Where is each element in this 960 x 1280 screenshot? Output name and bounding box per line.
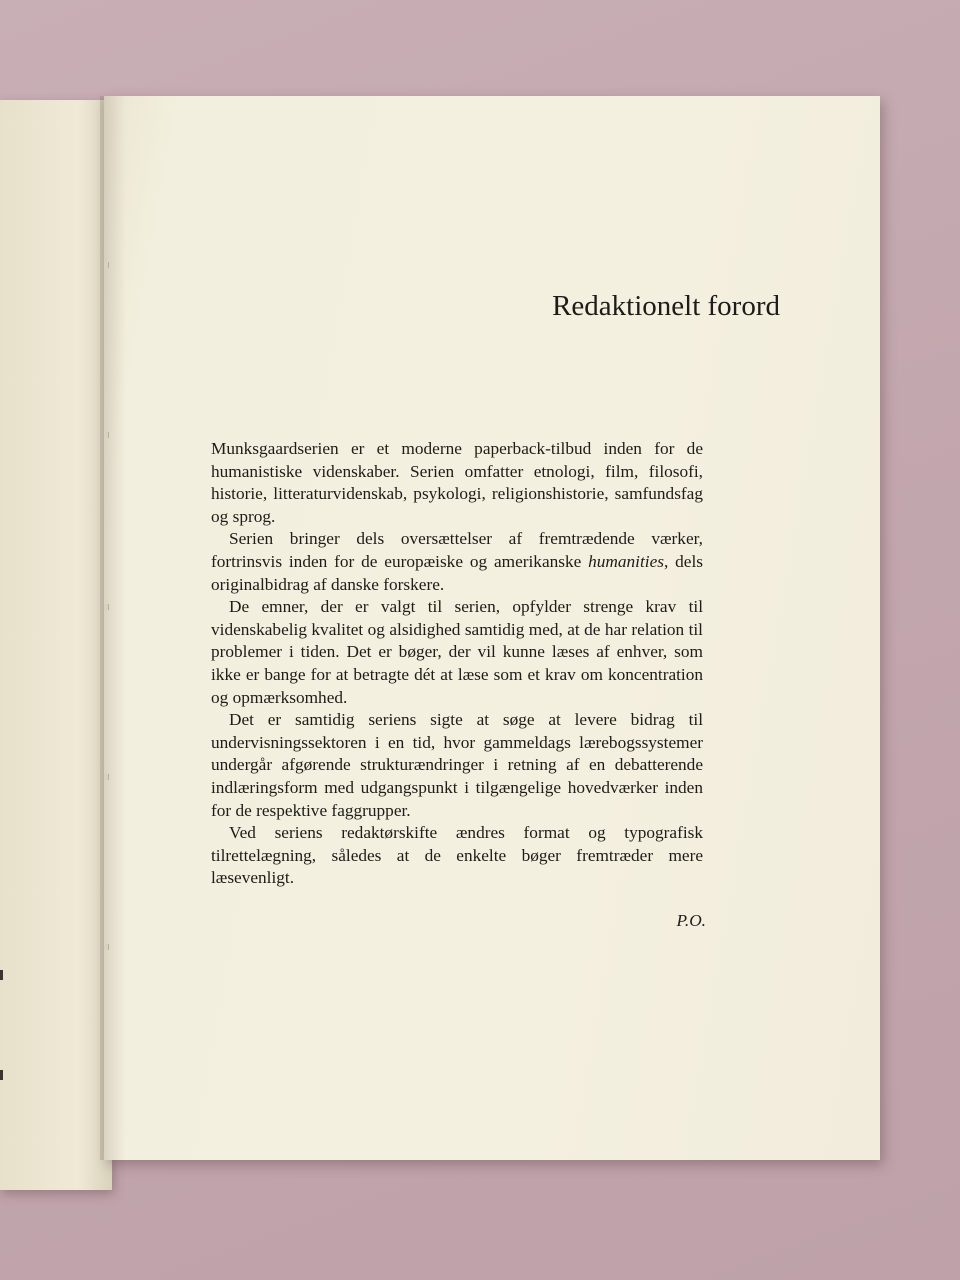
page-title: Redaktionelt forord [552, 290, 780, 322]
preface-body [211, 438, 703, 890]
binding-stitch [104, 774, 109, 780]
paragraph: Serien bringer dels oversættelser af fremtrædende værker, fortrinsvis inden for de europæiske og amerikanske humanities, dels originalbidrag af danske forskere. [211, 529, 703, 594]
signature: P.O. [676, 911, 706, 930]
paragraph: Munksgaardserien er et moderne paperback-tilbud inden for de humanistiske videnskaber. Serien omfatter etnologi, film, filosofi, historie, litteraturvidenskab, psykologi, religionshistorie, samfundsfag og sprog. [211, 439, 703, 526]
paragraph: Ved seriens redaktørskifte ændres format og typografisk tilrettelægning, således at de enkelte bøger fremtræder mere læsevenligt. [211, 823, 703, 888]
left-page-text-fragment [0, 970, 3, 980]
binding-stitch [104, 262, 109, 268]
left-page-text-fragment [0, 1070, 3, 1080]
paragraph: De emner, der er valgt til serien, opfylder strenge krav til videnskabelig kvalitet og alsidighed samtidig med, at de har relation til problemer i tiden. Det er bøger, der vil kunne læses af enhver, som ikke er bange for at betragte dét at læse som et krav om koncentration og opmærksomhed. [211, 597, 703, 707]
italic-term: humanities [588, 551, 664, 571]
binding-stitch [104, 944, 109, 950]
binding-stitch [104, 604, 109, 610]
left-page [0, 100, 112, 1190]
paragraph: Det er samtidig seriens sigte at søge at levere bidrag til undervisningssektoren i en tid, hvor gammeldags lærebogssystemer undergår afgørende strukturændringer i retning af en debatterende indlæringsform med udgangspunkt i tilgængelige hovedværker inden for de respektive faggrupper. [211, 710, 703, 820]
binding-stitch [104, 432, 109, 438]
